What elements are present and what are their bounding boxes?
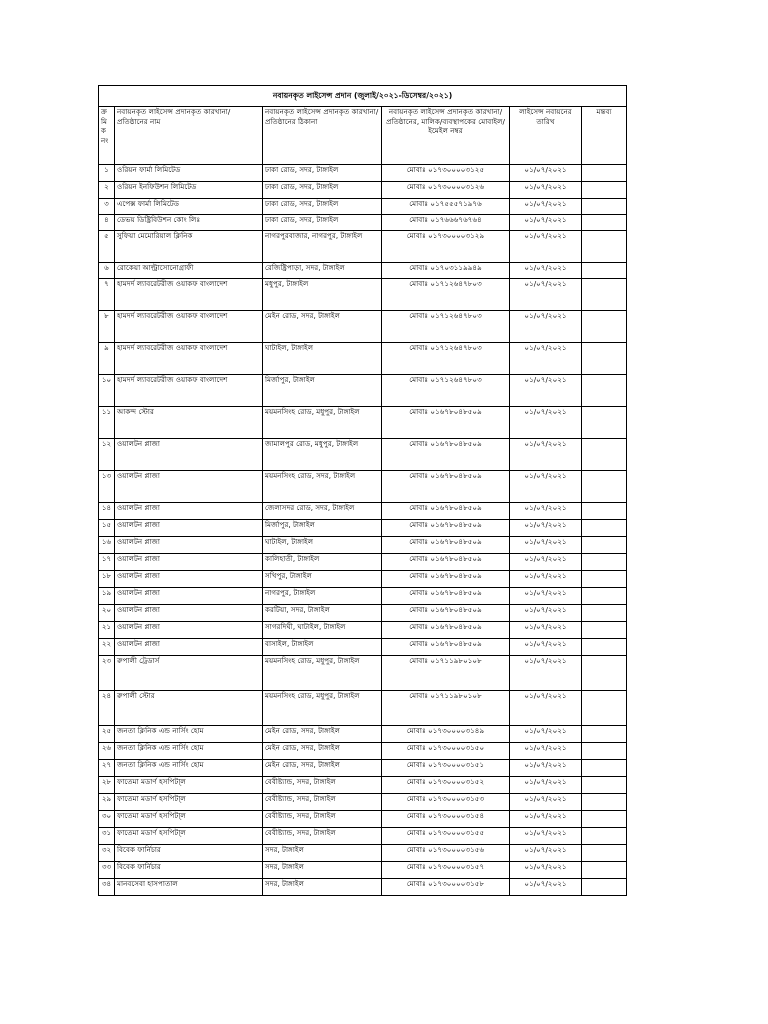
contact-cell: মোবাঃ ০১৭১২৬৪৭৮০৩ xyxy=(382,311,510,343)
header-remarks: মন্তব্য xyxy=(582,107,627,165)
address-cell: মির্জাপুর, টাঙ্গাইল xyxy=(263,375,382,407)
name-cell: ওয়ালটন প্লাজা xyxy=(115,537,263,554)
serial-cell: ১৪ xyxy=(99,503,115,520)
name-cell: সুফিয়া মেমোরিয়াল ক্লিনিক xyxy=(115,231,263,263)
name-cell: জনতা ক্লিনিক এন্ড নার্সিং হোম xyxy=(115,743,263,760)
remarks-cell xyxy=(582,199,627,215)
date-cell: ০১/০৭/২০২১ xyxy=(510,471,582,503)
serial-cell: ৩ xyxy=(99,199,115,215)
contact-cell: মোবাঃ ০১৭৬৬৬৭৬৭৬৪ xyxy=(382,215,510,231)
remarks-cell xyxy=(582,862,627,879)
table-row xyxy=(99,726,627,743)
contact-cell: মোবাঃ ০১৬৭৮০৪৮৫০৯ xyxy=(382,622,510,639)
remarks-cell xyxy=(582,554,627,571)
serial-cell: ২৬ xyxy=(99,743,115,760)
table-row xyxy=(99,811,627,828)
date-cell: ০১/০৭/২০২১ xyxy=(510,879,582,896)
contact-cell: মোবাঃ ০১৭১২৬৪৭৮০৩ xyxy=(382,375,510,407)
address-cell: বাসাইল, টাঙ্গাইল xyxy=(263,639,382,656)
remarks-cell xyxy=(582,375,627,407)
name-cell: ফাতেমা মডার্ণ হসপিটা্ল xyxy=(115,777,263,794)
remarks-cell xyxy=(582,215,627,231)
table-row xyxy=(99,777,627,794)
table-row xyxy=(99,760,627,777)
name-cell: রোকেয়া আল্ট্রাসোনোগ্রাফী xyxy=(115,263,263,279)
table-row xyxy=(99,520,627,537)
name-cell: ওরিয়ন ইনফিউশন লিমিটেড xyxy=(115,182,263,199)
remarks-cell xyxy=(582,845,627,862)
table-row xyxy=(99,165,627,182)
table-row xyxy=(99,182,627,199)
remarks-cell xyxy=(582,407,627,439)
remarks-cell xyxy=(582,263,627,279)
name-cell: হামদর্দ ল্যাবরেটরীজ ওয়াকফ বাংলাদেশ xyxy=(115,279,263,311)
contact-cell: মোবাঃ ০১৬৭৮০৪৮৫০৯ xyxy=(382,537,510,554)
remarks-cell xyxy=(582,520,627,537)
address-cell: নাগরপুর, টাঙ্গাইল xyxy=(263,588,382,605)
name-cell: ওয়ালটন প্লাজা xyxy=(115,639,263,656)
table-row xyxy=(99,743,627,760)
address-cell: কালিহাতী, টাঙ্গাইল xyxy=(263,554,382,571)
address-cell: নাগরপুরবাজার, নাগরপুর, টাঙ্গাইল xyxy=(263,231,382,263)
name-cell: রুপালী স্টোর xyxy=(115,691,263,726)
table-row xyxy=(99,588,627,605)
name-cell: এপেক্স ফার্মা লিমিটেড xyxy=(115,199,263,215)
date-cell: ০১/০৭/২০২১ xyxy=(510,828,582,845)
date-cell: ০১/০৭/২০২১ xyxy=(510,311,582,343)
date-cell: ০১/০৭/২০২১ xyxy=(510,760,582,777)
serial-cell: ২৯ xyxy=(99,794,115,811)
serial-cell: ১৭ xyxy=(99,554,115,571)
remarks-cell xyxy=(582,471,627,503)
address-cell: ঢাকা রোড, সদর, টাঙ্গাইল xyxy=(263,182,382,199)
address-cell: ঢাকা রোড, সদর, টাঙ্গাইল xyxy=(263,199,382,215)
serial-cell: ১৬ xyxy=(99,537,115,554)
contact-cell: মোবাঃ ০১৬৭৮০৪৮৫০৯ xyxy=(382,503,510,520)
table-row xyxy=(99,471,627,503)
date-cell: ০১/০৭/২০২১ xyxy=(510,554,582,571)
serial-cell: ১১ xyxy=(99,407,115,439)
address-cell: ময়মনসিংহ রোড, মধুপুর, টাঙ্গাইল xyxy=(263,656,382,691)
contact-cell: মোবাঃ ০১৭৩০০০০৩১৫১ xyxy=(382,760,510,777)
serial-cell: ১০ xyxy=(99,375,115,407)
serial-cell: ২২ xyxy=(99,639,115,656)
address-cell: বেবীষ্ট্যান্ড, সদর, টাঙ্গাইল xyxy=(263,777,382,794)
date-cell: ০১/০৭/২০২১ xyxy=(510,343,582,375)
address-cell: ময়মনসিংহ রোড, মধুপুর, টাঙ্গাইল xyxy=(263,691,382,726)
license-renewal-table xyxy=(98,85,627,896)
table-row xyxy=(99,311,627,343)
address-cell: বেবীষ্ট্যান্ড, সদর, টাঙ্গাইল xyxy=(263,794,382,811)
table-row xyxy=(99,343,627,375)
address-cell: ঢাকা রোড, সদর, টাঙ্গাইল xyxy=(263,165,382,182)
address-cell: ময়মনসিংহ রোড, সদর, টাঙ্গাইল xyxy=(263,471,382,503)
remarks-cell xyxy=(582,439,627,471)
contact-cell: মোবাঃ ০১৬৭৮০৪৮৫০৯ xyxy=(382,520,510,537)
date-cell: ০১/০৭/২০২১ xyxy=(510,182,582,199)
table-row xyxy=(99,845,627,862)
serial-cell: ৩০ xyxy=(99,811,115,828)
serial-cell: ১৩ xyxy=(99,471,115,503)
serial-cell: ২৪ xyxy=(99,691,115,726)
contact-cell: মোবাঃ ০১৬৭৮০৪৮৫০৯ xyxy=(382,554,510,571)
contact-cell: মোবাঃ ০১৭৩০০০০৩১২৯ xyxy=(382,231,510,263)
serial-cell: ১৫ xyxy=(99,520,115,537)
table-row xyxy=(99,656,627,691)
name-cell: ওয়ালটন প্লাজা xyxy=(115,588,263,605)
remarks-cell xyxy=(582,343,627,375)
address-cell: মেইন রোড, সদর, টাঙ্গাইল xyxy=(263,311,382,343)
address-cell: করটিয়া, সদর, টাঙ্গাইল xyxy=(263,605,382,622)
contact-cell: মোবাঃ ০১৭৩০০০০৩১৫৫ xyxy=(382,828,510,845)
remarks-cell xyxy=(582,588,627,605)
contact-cell: মোবাঃ ০১৭৩০০০০৩১৫৩ xyxy=(382,794,510,811)
address-cell: সখিপুর, টাঙ্গাইল xyxy=(263,571,382,588)
table-row xyxy=(99,503,627,520)
remarks-cell xyxy=(582,182,627,199)
contact-cell: মোবাঃ ০১৭১১৯৮০১০৮ xyxy=(382,691,510,726)
remarks-cell xyxy=(582,605,627,622)
date-cell: ০১/০৭/২০২১ xyxy=(510,845,582,862)
name-cell: ডেভয় ডিষ্ট্রিবিউশন কোং লিঃ xyxy=(115,215,263,231)
serial-cell: ২৭ xyxy=(99,760,115,777)
serial-cell: ২৫ xyxy=(99,726,115,743)
table-row xyxy=(99,828,627,845)
remarks-cell xyxy=(582,639,627,656)
contact-cell: মোবাঃ ০১৬৭৮০৪৮৫০৯ xyxy=(382,571,510,588)
date-cell: ০১/০৭/২০২১ xyxy=(510,407,582,439)
contact-cell: মোবাঃ ০১৬৭৮০৪৮৫০৯ xyxy=(382,605,510,622)
address-cell: মেইন রোড, সদর, টাঙ্গাইল xyxy=(263,743,382,760)
document-title: নবায়নকৃত লাইসেন্স প্রদান (জুলাই/২০২১-ডিসেম্বর/২০২১) xyxy=(99,86,627,107)
address-cell: জেলাসদর রোড, সদর, টাঙ্গাইল xyxy=(263,503,382,520)
remarks-cell xyxy=(582,726,627,743)
serial-cell: ৩২ xyxy=(99,845,115,862)
table-row xyxy=(99,537,627,554)
address-cell: বেবীষ্ট্যান্ড, সদর, টাঙ্গাইল xyxy=(263,811,382,828)
remarks-cell xyxy=(582,311,627,343)
header-address: নবায়নকৃত লাইসেন্স প্রদানকৃত কারখানা/প্রতিষ্ঠানের ঠিকানা xyxy=(263,107,382,165)
table-row xyxy=(99,215,627,231)
address-cell: মির্জাপুর, টাঙ্গাইল xyxy=(263,520,382,537)
serial-cell: ৯ xyxy=(99,343,115,375)
name-cell: মানবসেবা হাসপাতাল xyxy=(115,879,263,896)
address-cell: ময়মনসিংহ রোড, মধুপুর, টাঙ্গাইল xyxy=(263,407,382,439)
serial-cell: ২৩ xyxy=(99,656,115,691)
name-cell: রুপালী ট্রেডার্স xyxy=(115,656,263,691)
table-row xyxy=(99,571,627,588)
date-cell: ০১/০৭/২০২১ xyxy=(510,503,582,520)
remarks-cell xyxy=(582,879,627,896)
name-cell: ওরিয়ন ফার্মা লিমিটেড xyxy=(115,165,263,182)
name-cell: জনতা ক্লিনিক এন্ড নার্সিং হোম xyxy=(115,726,263,743)
remarks-cell xyxy=(582,777,627,794)
header-contact: নবায়নকৃত লাইসেন্স প্রদানকৃত কারখানা/প্রতিষ্ঠানের, মালিক/ব্যবস্থাপকের মোবাইল/ইমেইল নম্বর xyxy=(382,107,510,165)
date-cell: ০১/০৭/২০২১ xyxy=(510,794,582,811)
address-cell: মেইন রোড, সদর, টাঙ্গাইল xyxy=(263,760,382,777)
date-cell: ০১/০৭/২০২১ xyxy=(510,215,582,231)
table-row xyxy=(99,879,627,896)
serial-cell: ২১ xyxy=(99,622,115,639)
header-row xyxy=(99,107,627,165)
date-cell: ০১/০৭/২০২১ xyxy=(510,622,582,639)
date-cell: ০১/০৭/২০২১ xyxy=(510,571,582,588)
header-serial: ক্রমি ক নং xyxy=(99,107,115,165)
remarks-cell xyxy=(582,828,627,845)
table-row xyxy=(99,375,627,407)
name-cell: জনতা ক্লিনিক এন্ড নার্সিং হোম xyxy=(115,760,263,777)
address-cell: ঘাটাইল, টাঙ্গাইল xyxy=(263,537,382,554)
table-row xyxy=(99,279,627,311)
date-cell: ০১/০৭/২০২১ xyxy=(510,537,582,554)
contact-cell: মোবাঃ ০১৭৩০০০০৩১৫২ xyxy=(382,777,510,794)
contact-cell: মোবাঃ ০১৬৭৮০৪৮৫০৯ xyxy=(382,639,510,656)
serial-cell: ৩৪ xyxy=(99,879,115,896)
date-cell: ০১/০৭/২০২১ xyxy=(510,743,582,760)
contact-cell: মোবাঃ ০১৭৩০০০০৩১৫৮ xyxy=(382,879,510,896)
table-row xyxy=(99,407,627,439)
table-row xyxy=(99,199,627,215)
contact-cell: মোবাঃ ০১৭১১৯৮০১০৮ xyxy=(382,656,510,691)
name-cell: ফাতেমা মডার্ণ হসপিটা্ল xyxy=(115,811,263,828)
date-cell: ০১/০৭/২০২১ xyxy=(510,726,582,743)
table-row xyxy=(99,605,627,622)
remarks-cell xyxy=(582,691,627,726)
remarks-cell xyxy=(582,571,627,588)
date-cell: ০১/০৭/২০২১ xyxy=(510,199,582,215)
address-cell: ঘাটাইল, টাঙ্গাইল xyxy=(263,343,382,375)
remarks-cell xyxy=(582,231,627,263)
serial-cell: ৩৩ xyxy=(99,862,115,879)
contact-cell: মোবাঃ ০১৭০৩১১৯৯৪৯ xyxy=(382,263,510,279)
name-cell: আকন্দ স্টোর xyxy=(115,407,263,439)
name-cell: ওয়ালটন প্লাজা xyxy=(115,439,263,471)
name-cell: ওয়ালটন প্লাজা xyxy=(115,571,263,588)
serial-cell: ১৯ xyxy=(99,588,115,605)
serial-cell: ৪ xyxy=(99,215,115,231)
name-cell: বিবেক ফার্নিচার xyxy=(115,845,263,862)
serial-cell: ২০ xyxy=(99,605,115,622)
name-cell: ওয়ালটন প্লাজা xyxy=(115,520,263,537)
table-row xyxy=(99,622,627,639)
remarks-cell xyxy=(582,811,627,828)
date-cell: ০১/০৭/২০২১ xyxy=(510,520,582,537)
serial-cell: ৩১ xyxy=(99,828,115,845)
name-cell: ওয়ালটন প্লাজা xyxy=(115,471,263,503)
remarks-cell xyxy=(582,537,627,554)
name-cell: ফাতেমা মডার্ণ হসপিটা্ল xyxy=(115,794,263,811)
address-cell: সদর, টাঙ্গাইল xyxy=(263,845,382,862)
contact-cell: মোবাঃ ০১৭১২৬৪৭৮০৩ xyxy=(382,343,510,375)
table-row xyxy=(99,263,627,279)
contact-cell: মোবাঃ ০১৭১২৬৪৭৮০৩ xyxy=(382,279,510,311)
table-row xyxy=(99,439,627,471)
serial-cell: ২ xyxy=(99,182,115,199)
date-cell: ০১/০৭/২০২১ xyxy=(510,165,582,182)
serial-cell: ১ xyxy=(99,165,115,182)
date-cell: ০১/০৭/২০২১ xyxy=(510,588,582,605)
address-cell: রেজিষ্ট্রিপাড়া, সদর, টাঙ্গাইল xyxy=(263,263,382,279)
table-row xyxy=(99,862,627,879)
remarks-cell xyxy=(582,656,627,691)
remarks-cell xyxy=(582,279,627,311)
contact-cell: মোবাঃ ০১৭৩০০০০৩১৫৬ xyxy=(382,845,510,862)
address-cell: সদর, টাঙ্গাইল xyxy=(263,879,382,896)
address-cell: সদর, টাঙ্গাইল xyxy=(263,862,382,879)
table-row xyxy=(99,639,627,656)
date-cell: ০১/০৭/২০২১ xyxy=(510,862,582,879)
remarks-cell xyxy=(582,794,627,811)
address-cell: বেবীষ্ট্যান্ড, সদর, টাঙ্গাইল xyxy=(263,828,382,845)
name-cell: ওয়ালটন প্লাজা xyxy=(115,622,263,639)
serial-cell: ১২ xyxy=(99,439,115,471)
contact-cell: মোবাঃ ০১৭৩০০০০৩১২৬ xyxy=(382,182,510,199)
remarks-cell xyxy=(582,165,627,182)
contact-cell: মোবাঃ ০১৬৭৮০৪৮৫০৯ xyxy=(382,439,510,471)
serial-cell: ৭ xyxy=(99,279,115,311)
title-row xyxy=(99,86,627,107)
header-date: লাইসেন্স নবায়নের তারিখ xyxy=(510,107,582,165)
name-cell: ওয়ালটন প্লাজা xyxy=(115,605,263,622)
remarks-cell xyxy=(582,622,627,639)
address-cell: ঢাকা রোড, সদর, টাঙ্গাইল xyxy=(263,215,382,231)
header-name: নবায়নকৃত লাইসেন্স প্রদানকৃত কারখানা/প্রতিষ্ঠানের নাম xyxy=(115,107,263,165)
date-cell: ০১/০৭/২০২১ xyxy=(510,263,582,279)
name-cell: ওয়ালটন প্লাজা xyxy=(115,503,263,520)
date-cell: ০১/০৭/২০২১ xyxy=(510,279,582,311)
contact-cell: মোবাঃ ০১৬৭৮০৪৮৫০৯ xyxy=(382,471,510,503)
remarks-cell xyxy=(582,760,627,777)
contact-cell: মোবাঃ ০১৭৩০০০০৩১৪৯ xyxy=(382,726,510,743)
name-cell: বিবেক ফার্নিচার xyxy=(115,862,263,879)
date-cell: ০১/০৭/২০২১ xyxy=(510,605,582,622)
contact-cell: মোবাঃ ০১৬৭৮০৪৮৫০৯ xyxy=(382,588,510,605)
name-cell: ফাতেমা মডার্ণ হসপিটা্ল xyxy=(115,828,263,845)
date-cell: ০১/০৭/২০২১ xyxy=(510,811,582,828)
table-row xyxy=(99,554,627,571)
contact-cell: মোবাঃ ০১৭৩০০০০৩১৫৭ xyxy=(382,862,510,879)
date-cell: ০১/০৭/২০২১ xyxy=(510,231,582,263)
serial-cell: ৫ xyxy=(99,231,115,263)
name-cell: হামদর্দ ল্যাবরেটরীজ ওয়াকফ বাংলাদেশ xyxy=(115,375,263,407)
address-cell: জামালপুর রোড, মধুপুর, টাঙ্গাইল xyxy=(263,439,382,471)
name-cell: ওয়ালটন প্লাজা xyxy=(115,554,263,571)
date-cell: ০১/০৭/২০২১ xyxy=(510,639,582,656)
address-cell: সাগরদিঘী, ঘাটাইল, টাঙ্গাইল xyxy=(263,622,382,639)
contact-cell: মোবাঃ ০১৬৭৮০৪৮৫০৯ xyxy=(382,407,510,439)
date-cell: ০১/০৭/২০২১ xyxy=(510,375,582,407)
contact-cell: মোবাঃ ০১৭৫৫৫৭১৯৭৬ xyxy=(382,199,510,215)
table-row xyxy=(99,231,627,263)
address-cell: মধুপুর, টাঙ্গাইল xyxy=(263,279,382,311)
contact-cell: মোবাঃ ০১৭৩০০০০৩১৫০ xyxy=(382,743,510,760)
contact-cell: মোবাঃ ০১৭৩০০০০৩১৫৪ xyxy=(382,811,510,828)
remarks-cell xyxy=(582,743,627,760)
date-cell: ০১/০৭/২০২১ xyxy=(510,777,582,794)
serial-cell: ৮ xyxy=(99,311,115,343)
name-cell: হামদর্দ ল্যাবরেটরীজ ওয়াকফ বাংলাদেশ xyxy=(115,311,263,343)
serial-cell: ৬ xyxy=(99,263,115,279)
remarks-cell xyxy=(582,503,627,520)
date-cell: ০১/০৭/২০২১ xyxy=(510,656,582,691)
serial-cell: ১৮ xyxy=(99,571,115,588)
date-cell: ০১/০৭/২০২১ xyxy=(510,691,582,726)
serial-cell: ২৮ xyxy=(99,777,115,794)
table-body xyxy=(99,86,627,896)
date-cell: ০১/০৭/২০২১ xyxy=(510,439,582,471)
table-row xyxy=(99,794,627,811)
address-cell: মেইন রোড, সদর, টাঙ্গাইল xyxy=(263,726,382,743)
contact-cell: মোবাঃ ০১৭৩০০০০৩১২৫ xyxy=(382,165,510,182)
name-cell: হামদর্দ ল্যাবরেটরীজ ওয়াকফ বাংলাদেশ xyxy=(115,343,263,375)
table-row xyxy=(99,691,627,726)
